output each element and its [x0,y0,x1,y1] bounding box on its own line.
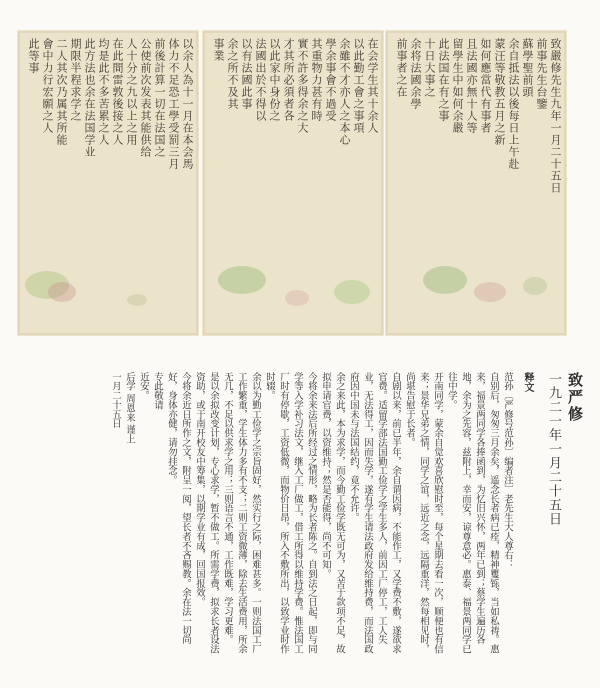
handwritten-column: 前事者之在 [395,38,408,98]
handwritten-column: 會中力行宏願之人 [41,38,54,134]
letter-date: 一九二一年一月二十五日 [546,372,561,526]
handwritten-column: 以余人為十一月在本会馬 [181,38,194,170]
transcription-label: 释文 [522,372,533,392]
handwritten-column: 其重物力甚有時 [310,38,323,122]
handwritten-column: 人十分之九以上之用 [125,38,138,146]
handwritten-column: 体力不足恐工學受罰三月 [167,38,180,170]
handwritten-column: 且法國亦無十人等 [465,38,478,134]
handwritten-column: 以此勤工會之事項 [352,38,365,134]
handwritten-column: 蘇學聖前頭 [521,38,534,98]
handwritten-column: 在此間雷敦後接之人 [111,38,124,146]
transcription-paragraph: 开南同学，蒙余自觉欢喜欣慰时至，每个星期去看一次，顺便也有信来；景华兄弟之情，同学之谊，远近之念，远隔重洋，然每相见时，尚堪告慰于长者。 [404,372,443,654]
handwritten-column: 均是此不多苦累之人 [97,38,110,146]
handwritten-column: 法國出於不得以 [254,38,267,122]
transcription-paragraph: 余之来此，本为求学，而今勤工俭学既无可为，又苦于款项不足，故拟申请官费，以资维持；然是否能得，尚不可知。 [320,372,345,654]
transcription-paragraph: 范孙〔严修号范孙〕编者注〕老先生大人尊右： [502,372,513,570]
transcription-paragraph: 今将余来法后所经过之情形，略为长者陈之。自到法之日起，即与同学等入学补习法文，继入工厂做工，借工所得以维持学费。惟法国工厂时有停歇，工资低微，而物价日昂，所入不敷所出，以致学业时作时辍。 [264,372,317,654]
handwritten-column: 學余事會不過受 [324,38,337,122]
manuscript-page-3 [385,30,567,336]
handwritten-column: 此法国在有之事 [437,38,450,122]
handwritten-column: 如何應當代有事者 [479,38,492,134]
handwritten-column: 才其所必須者各 [282,38,295,122]
transcription-paragraph: 后学 周恩来 谨上 [124,372,135,444]
handwritten-column: 以有法國此事 [240,38,253,110]
handwritten-column: 前事先生台鑒 [535,38,548,110]
handwritten-column: 在会学生其十余人 [366,38,379,134]
transcription-paragraph: 一月二十五日 [110,372,121,429]
handwritten-column: 公使前次发表其能供给 [139,38,152,158]
handwritten-column: 余将法國余學 [409,38,422,110]
transcription-paragraph: 是以余拟改变计划，专心求学，暂不做工。所需学费，拟求长者设法资助，或于南开校友中筹集，以期学业有成，回国报效。 [194,372,219,654]
transcription [74,372,582,662]
handwritten-column: 余自抵法以後每日上午赴 [507,38,520,170]
handwritten-column: 此方法也余在法国学业 [83,38,96,158]
transcription-paragraph: 今将余近日所作之文，附呈一阅，望长者不吝赐教。余在法一切尚好，身体亦健，请勿挂念。 [166,372,191,645]
handwritten-column: 實不許多得余之大 [296,38,309,134]
handwritten-column: 事業 [212,38,225,62]
handwritten-column: 此等事 [27,38,40,74]
transcription-paragraph: 自剧以来，前已半年，余自谓因病，不能作工，又学费不敷，遂欲求官费。适留学部法国勤工俭学之学生多人，前因工厂停工，工人失业，无法得工，因而失学，遂有学生请法政府发给维持费，而法国政府因中国未与法国结约，竟不允许。 [348,372,401,654]
handwritten-column: 余之所不及其 [226,38,239,110]
manuscript-page-2 [202,30,384,336]
transcription-paragraph: 余以为勤工俭学之宗旨固好，然实行之际，困难甚多。一则法国工厂工作繁重，学生体力多有不支；二则工资微薄，除去生活费用，所余无几，不足以供求学之用；三则语言不通，工作既难，学习更难。 [222,372,261,654]
handwritten-column: 致嚴修先生九年一月二十五日 [549,38,562,194]
transcription-paragraph: 自别后，匆匆三月余矣，遥念长者病已痊，精神矍铄，当如私祷。惠来，福景两同学各捧函到，为忆旧兴怀，两年已到；蔡学生遍历各地，余为之先容，兹附上，幸而安，谅尊意必。惠泰、福景两同学已往中学。 [446,372,499,654]
handwritten-column: 前後計算一切在法国之 [153,38,166,158]
handwritten-column: 期限半程求学之 [69,38,82,122]
manuscript-page-1 [17,30,199,336]
handwritten-column: 留學生中如何余嚴 [451,38,464,134]
handwritten-column: 余雖不才亦人之本心 [338,38,351,146]
handwritten-column: 以此家中身份之 [268,38,281,122]
transcription-paragraph: 近安。 [138,372,149,401]
letter-title: 致严修 [566,372,584,423]
handwritten-column: 蒙汪等敬教五月之新 [493,38,506,146]
handwritten-column: 十日大事之 [423,38,436,98]
transcription-paragraph: 专此敬请 [152,372,163,410]
handwritten-column: 二人其次乃属其所能 [55,38,68,146]
